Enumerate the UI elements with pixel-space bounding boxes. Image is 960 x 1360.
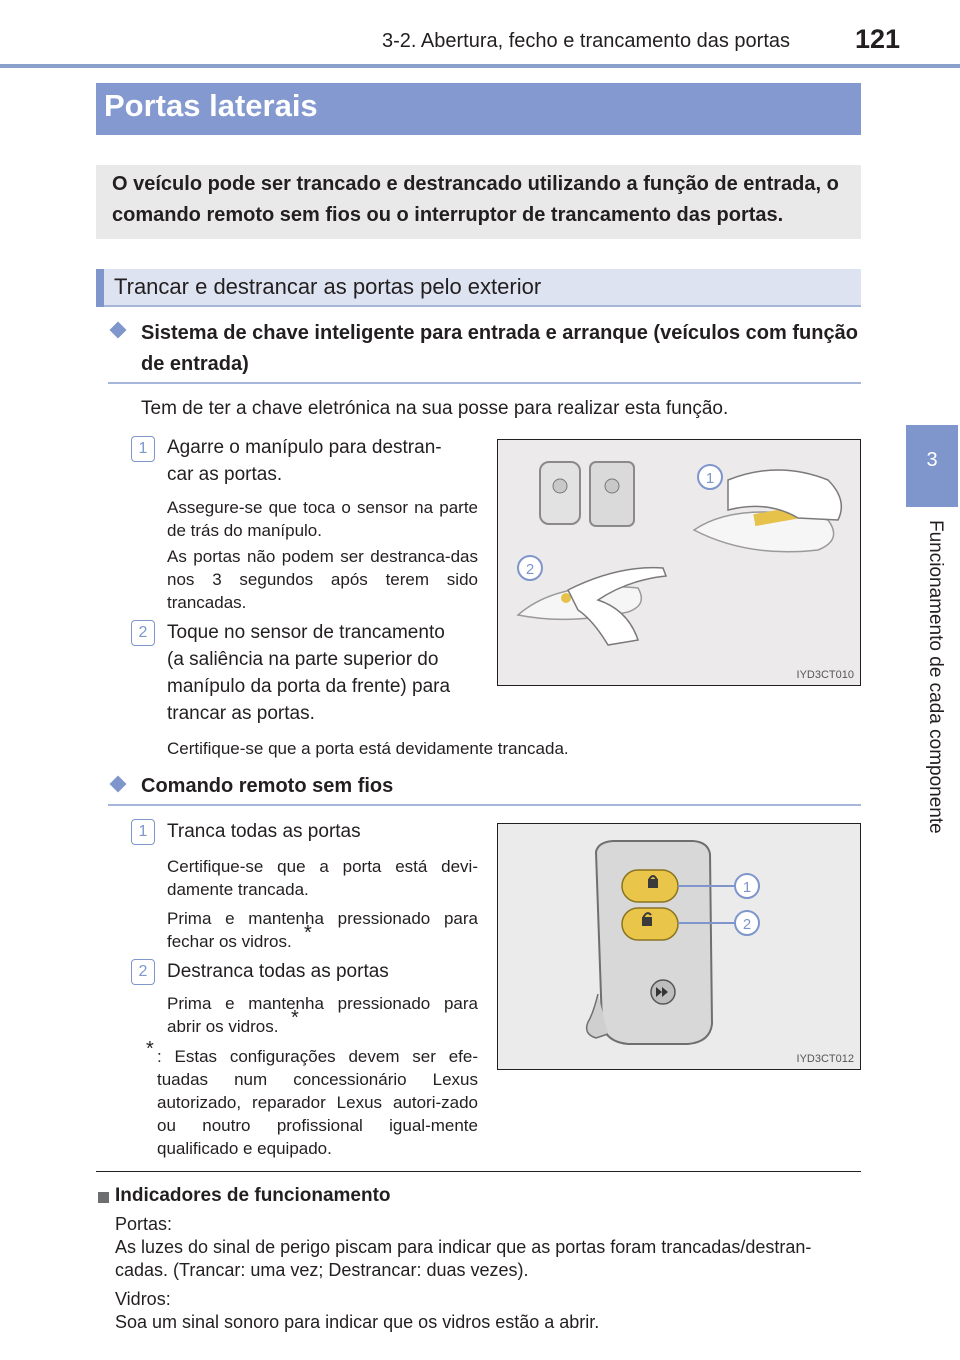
step-2-text-line2: (a saliência na parte superior do: [167, 649, 439, 670]
subheading-rule: [108, 804, 861, 806]
remote-step-number-2: 2: [131, 959, 155, 985]
chapter-tab-label: Funcionamento de cada componente: [925, 520, 946, 834]
intro-text: O veículo pode ser trancado e destrancado utilizando a função de entrada, o comando remoto sem fios ou o interruptor de trancamento das portas.: [112, 173, 839, 226]
figure-2-callout-2: 2: [742, 916, 752, 933]
doors-text: As luzes do sinal de perigo piscam para indicar que as portas foram trancadas/destran-cadas. (Trancar: uma vez; Destrancar: duas vezes).: [115, 1237, 812, 1280]
notes-divider: [96, 1171, 861, 1172]
remote-heading: Comando remoto sem fios: [141, 775, 394, 797]
header-rule: [0, 64, 960, 68]
remote-step-2-note: Prima e mantenha pressionado para abrir os vidros.: [167, 994, 478, 1036]
section-heading: Trancar e destrancar as portas pelo exterior: [114, 274, 542, 299]
doors-label: Portas:: [115, 1214, 173, 1234]
step-2-text-line4: trancar as portas.: [167, 703, 315, 724]
step-2-text-line1: Toque no sensor de trancamento: [167, 622, 445, 643]
step-number-2: 2: [131, 620, 155, 646]
chapter-title: 3-2. Abertura, fecho e trancamento das portas: [382, 30, 791, 52]
smart-key-lead: Tem de ter a chave eletrónica na sua posse para realizar esta função.: [141, 398, 729, 419]
smart-key-heading-line1: Sistema de chave inteligente para entrada e arranque (veículos com função: [141, 322, 858, 344]
chapter-tab: 3: [906, 425, 958, 507]
diamond-bullet-icon: [110, 322, 127, 339]
step-2-note: Certifique-se que a porta está devidamente trancada.: [167, 739, 569, 758]
figure-1-code: IYD3CT010: [796, 669, 854, 681]
windows-text: Soa um sinal sonoro para indicar que os vidros estão a abrir.: [115, 1312, 600, 1332]
figure-2-code: IYD3CT012: [796, 1053, 854, 1065]
footnote-asterisk: *: [146, 1038, 154, 1060]
figure-1-callout-1: 1: [705, 470, 715, 487]
indicators-heading: Indicadores de funcionamento: [115, 1185, 391, 1206]
remote-step-2-text: Destranca todas as portas: [167, 961, 389, 982]
door-handle-illustration: [497, 439, 861, 686]
step-number-1: 1: [131, 436, 155, 462]
remote-key-drawing: [498, 824, 860, 1069]
square-bullet-icon: [98, 1192, 109, 1203]
remote-step-1-note-2: Prima e mantenha pressionado para fechar os vidros.: [167, 909, 478, 951]
diamond-bullet-icon: [110, 776, 127, 793]
page-title: Portas laterais: [104, 88, 318, 123]
remote-key-illustration: [497, 823, 861, 1070]
smart-key-heading-line2: de entrada): [141, 353, 249, 375]
remote-step-1-text: Tranca todas as portas: [167, 821, 361, 842]
footnote-text: : Estas configurações devem ser efe-tuadas num concessionário Lexus autorizado, reparador Lexus autori-zado ou noutro profissional igual-mente qualificado e equipado.: [157, 1047, 478, 1158]
subheading-rule: [108, 382, 861, 384]
step-2-text-line3: manípulo da porta da frente) para: [167, 676, 451, 697]
step-1-text-line2: car as portas.: [167, 464, 283, 485]
door-handle-drawing: [498, 440, 860, 685]
remote-step-1-note-1: Certifique-se que a porta está devi-damente trancada.: [167, 857, 478, 899]
step-1-note-1: Assegure-se que toca o sensor na parte de trás do manípulo.: [167, 498, 478, 540]
figure-2-callout-1: 1: [742, 879, 752, 896]
asterisk-mark: *: [304, 922, 312, 944]
section-accent: [96, 269, 104, 307]
step-1-note-2: As portas não podem ser destranca-das nos 3 segundos após terem sido trancadas.: [167, 547, 478, 612]
asterisk-mark: *: [291, 1007, 299, 1029]
step-1-text-line1: Agarre o manípulo para destran-: [167, 437, 442, 458]
page-number: 121: [855, 24, 901, 54]
remote-step-number-1: 1: [131, 819, 155, 845]
windows-label: Vidros:: [115, 1289, 171, 1309]
figure-1-callout-2: 2: [525, 561, 535, 578]
